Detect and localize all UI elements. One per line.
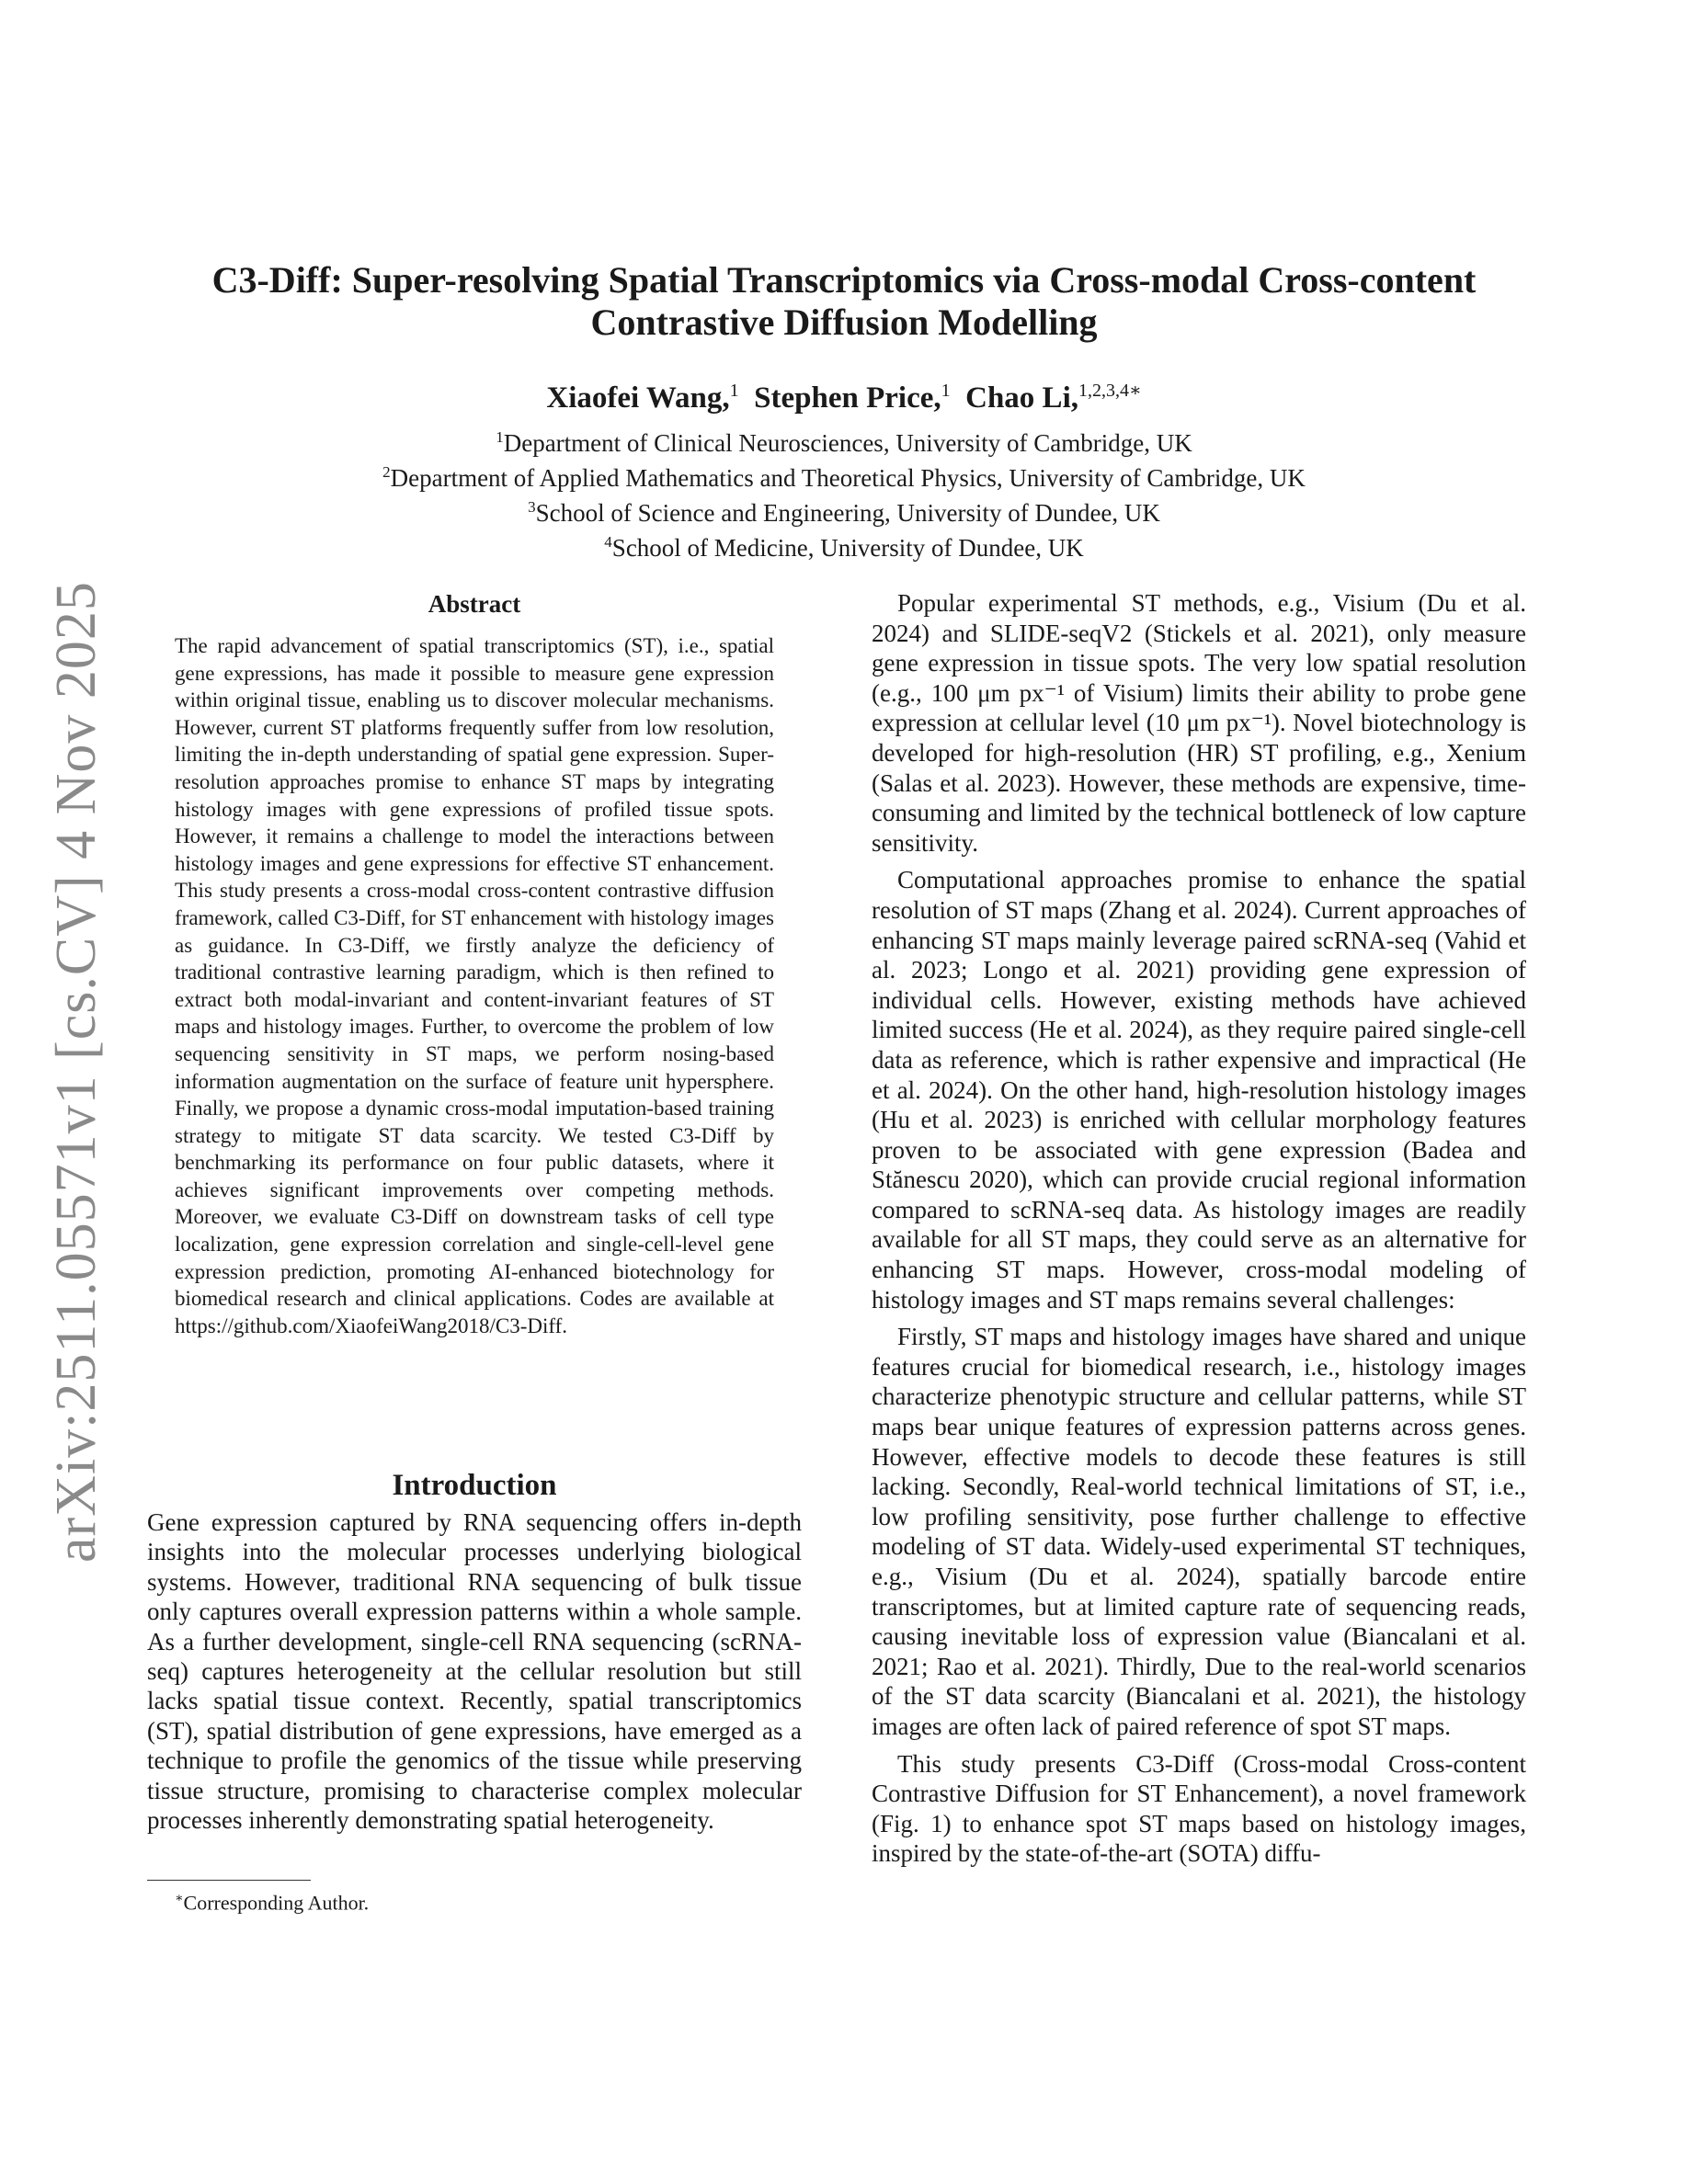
body-paragraph: Firstly, ST maps and histology images have shared and unique features crucial for biomedical research, i.e., histology images characterize phenotypic structure and cellular patterns, while ST maps bear unique features of expression patterns across genes. However, effective models to decode these features is still lacking. Secondly, Real-world technical limitations of ST, i.e., low profiling sensitivity, pose further challenge to effective modeling of ST data. Widely-used experimental ST techniques, e.g., Visium (Du et al. 2024), spatially barcode entire transcriptomes, but at limited capture rate of sequencing reads, causing inevitable loss of expression value (Biancalani et al. 2021; Rao et al. 2021). Thirdly, Due to the real-world scenarios of the ST data scarcity (Biancalani et al. 2021), the histology images are often lack of paired reference of spot ST maps. — [872, 1323, 1526, 1740]
introduction-heading: Introduction — [392, 1469, 557, 1502]
author-affiliation-marker: 1,2,3,4∗ — [1078, 381, 1142, 401]
affiliation-text: Department of Applied Mathematics and Theoretical Physics, University of Cambridge, UK — [390, 464, 1306, 492]
affiliation — [129, 493, 1559, 528]
introduction-paragraph: Gene expression captured by RNA sequencing offers in-depth insights into the molecular processes underlying biological systems. However, traditional RNA sequencing of bulk tissue only captures overall expression patterns within a whole sample. As a further development, single-cell RNA sequencing (scRNA-seq) captures heterogeneity at the cellular resolution but still lacks spatial tissue context. Recently, spatial transcriptomics (ST), spatial distribution of gene expressions, have emerged as a technique to profile the genomics of the tissue while preserving tissue structure, promising to characterise complex molecular processes inherently demonstrating spatial heterogeneity. — [147, 1508, 802, 1835]
affiliation-text: Department of Clinical Neurosciences, University of Cambridge, UK — [503, 429, 1192, 457]
abstract-heading: Abstract — [428, 590, 521, 618]
affiliation-marker: 3 — [528, 498, 536, 516]
affiliation-marker: 2 — [382, 463, 391, 481]
author-name: Stephen Price, — [754, 381, 941, 415]
affiliation — [129, 423, 1559, 458]
footnote-text: Corresponding Author. — [183, 1891, 370, 1915]
affiliation-text: School of Medicine, University of Dundee, UK — [611, 534, 1084, 562]
abstract-text: The rapid advancement of spatial transcriptomics (ST), i.e., spatial gene expressions, has made it possible to measure gene expression within original tissue, enabling us to discover molecular mechanisms. However, current ST platforms frequently suffer from low resolution, limiting the in-depth understanding of spatial gene expression. Super-resolution approaches promise to enhance ST maps by integrating histology images with gene expressions of profiled tissue spots. However, it remains a challenge to model the interactions between histology images and gene expressions for effective ST enhancement. This study presents a cross-modal cross-content contrastive diffusion framework, called C3-Diff, for ST enhancement with histology images as guidance. In C3-Diff, we firstly analyze the deficiency of traditional contrastive learning paradigm, which is then refined to extract both modal-invariant and content-invariant features of ST maps and histology images. Further, to overcome the problem of low sequencing sensitivity in ST maps, we perform nosing-based information augmentation on the surface of feature unit hypersphere. Finally, we propose a dynamic cross-modal imputation-based training strategy to mitigate ST data scarcity. We tested C3-Diff by benchmarking its performance on four public datasets, where it achieves significant improvements over competing methods. Moreover, we evaluate C3-Diff on downstream tasks of cell type localization, gene expression correlation and single-cell-level gene expression prediction, promoting AI-enhanced biotechnology for biomedical research and clinical applications. Codes are available at https://github.com/XiaofeiWang2018/C3-Diff. — [175, 634, 774, 1337]
author-name: Chao Li, — [965, 381, 1078, 415]
affiliation — [129, 458, 1559, 493]
right-column — [872, 588, 1526, 1876]
author-affiliation-marker: 1 — [729, 381, 739, 401]
body-paragraph: Popular experimental ST methods, e.g., Visium (Du et al. 2024) and SLIDE-seqV2 (Stickels et al. 2021), only measure gene expression in tissue spots. The very low spatial resolution (e.g., 100 μm px⁻¹ of Visium) limits their ability to probe gene expression at cellular level (10 μm px⁻¹). Novel biotechnology is developed for high-resolution (HR) ST profiling, e.g., Xenium (Salas et al. 2023). However, these methods are expensive, time-consuming and limited by the technical bottleneck of low capture sensitivity. — [872, 589, 1526, 857]
affiliation-marker: 1 — [496, 428, 504, 446]
affiliation-text: School of Science and Engineering, University of Dundee, UK — [535, 499, 1160, 527]
arxiv-identifier: arXiv:2511.05571v1 [cs.CV] 4 Nov 2025 — [45, 581, 108, 1563]
body-paragraph: Computational approaches promise to enhance the spatial resolution of ST maps (Zhang et al. 2024). Current approaches of enhancing ST maps mainly leverage paired scRNA-seq (Vahid et al. 2023; Longo et al. 2021) providing gene expression of individual cells. However, existing methods have achieved limited success (He et al. 2024), as they require paired single-cell data as reference, which is rather expensive and impractical (He et al. 2024). On the other hand, high-resolution histology images (Hu et al. 2023) is enriched with cellular morphology features proven to be associated with gene expression (Badea and Stănescu 2020), which can provide crucial regional information compared to scRNA-seq data. As histology images are readily available for all ST maps, they could serve as an alternative for enhancing ST maps. However, cross-modal modeling of histology images and ST maps remains several challenges: — [872, 866, 1526, 1314]
affiliation-list — [129, 423, 1559, 563]
footnote-marker: ∗ — [175, 1892, 184, 1905]
author-list — [129, 372, 1559, 416]
affiliation-marker: 4 — [604, 533, 612, 551]
author-affiliation-marker: 1 — [941, 381, 951, 401]
footnote-divider — [147, 1880, 311, 1881]
paper-title: C3-Diff: Super-resolving Spatial Transcriptomics via Cross-modal Cross-content Contrastive Diffusion Modelling — [211, 259, 1477, 343]
affiliation — [129, 528, 1559, 563]
body-paragraph: This study presents C3-Diff (Cross-modal Cross-content Contrastive Diffusion for ST Enhancement), a novel framework (Fig. 1) to enhance spot ST maps based on histology images, inspired by the state-of-the-art (SOTA) diffu- — [872, 1749, 1526, 1868]
author-name: Xiaofei Wang, — [546, 381, 730, 415]
footnote — [175, 1886, 369, 1916]
